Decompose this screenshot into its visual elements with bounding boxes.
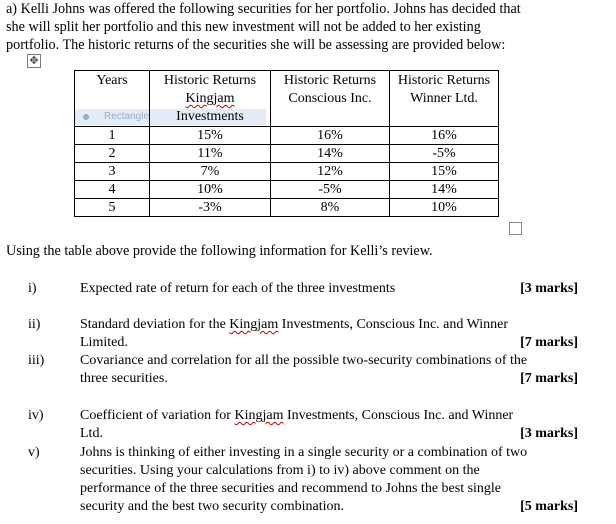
question-text: three securities. [80,371,168,386]
marks-label: [7 marks] [520,335,578,350]
table-row: 2 11% 14% -5% [75,145,499,163]
marks-label: [3 marks] [520,281,578,296]
checkbox-icon[interactable] [509,222,522,235]
intro-line-3: portfolio. The historic returns of the securities she will be assessing are provided below: [6,37,506,53]
question-number: v) [28,445,40,460]
question-text: Johns is thinking of either investing in a single security or a combination of two [80,445,528,460]
marks-label: [3 marks] [520,426,578,441]
question-text: securities. Using your calculations from i) to iv) above comment on the [80,463,480,478]
marks-label: [5 marks] [520,499,578,514]
table-row: 5 -3% 8% 10% [75,199,499,217]
question-number: iii) [28,353,45,368]
header-years: Years [75,71,150,127]
question-text: performance of the three securities and recommend to Johns the best single [80,481,502,496]
marks-label: [7 marks] [520,371,578,386]
table-row: 4 10% -5% 14% [75,181,499,199]
question-text: security and the best two security combination. [80,499,344,514]
table-header-row [75,71,499,127]
question-text: Limited. [80,335,128,350]
intro-line-1: a) Kelli Johns was offered the following securities for her portfolio. Johns has decided that [6,1,521,17]
question-text: Coefficient of variation for Kingjam Investments, Conscious Inc. and Winner [80,408,514,423]
move-arrows-icon[interactable]: ✥ [27,54,41,68]
question-number: ii) [28,317,41,332]
intro-paragraph [6,0,610,54]
intro-line-2: she will split her portfolio and this new investment will not be added to her existing [6,19,481,35]
question-text: Standard deviation for the Kingjam Investments, Conscious Inc. and Winner [80,317,509,332]
table-row: 3 7% 12% 15% [75,163,499,181]
table-row: 1 15% 16% 16% [75,127,499,145]
question-text: Ltd. [80,426,103,441]
header-kingjam: Historic Returns Kingjam Investments [150,71,271,127]
header-winner: Historic Returns Winner Ltd. [390,71,499,127]
question-number: iv) [28,408,44,423]
header-conscious: Historic Returns Conscious Inc. [271,71,390,127]
overlay-label: Rectangle [104,111,150,122]
question-number: i) [28,281,37,296]
instructions-text: Using the table above provide the following information for Kelli’s review. [6,243,433,259]
question-text: Expected rate of return for each of the three investments [80,281,396,296]
historic-returns-table [74,70,499,217]
question-text: Covariance and correlation for all the possible two-security combinations of the [80,353,528,368]
